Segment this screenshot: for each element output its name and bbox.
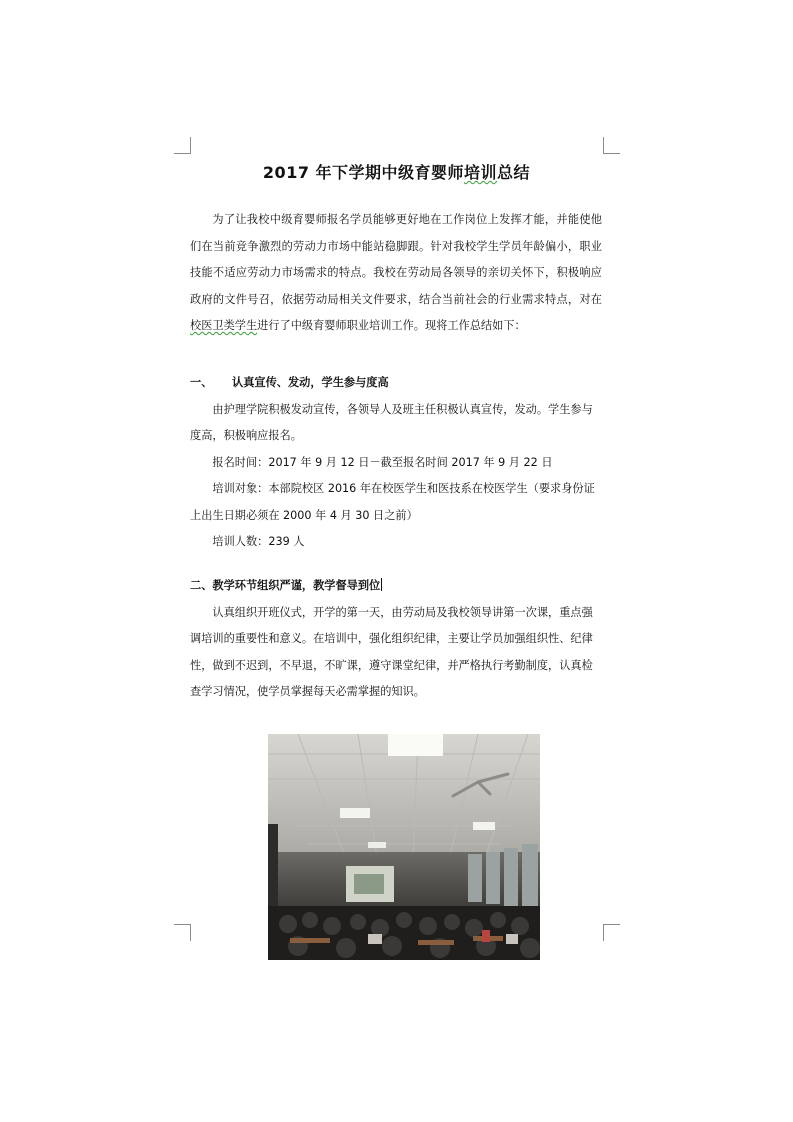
intro-text-b: 进行了中级育婴师职业培训工作。现将工作总结如下： xyxy=(257,319,526,332)
intro-paragraph[interactable] xyxy=(190,207,602,340)
section-two-heading[interactable] xyxy=(190,573,602,600)
section-one-heading[interactable] xyxy=(190,370,602,397)
red-bag xyxy=(482,930,490,942)
section-one-heading-text: 认真宣传、发动，学生参与度高 xyxy=(232,376,389,389)
document-title[interactable] xyxy=(190,160,603,183)
intro-text-a: 为了让我校中级育婴师报名学员能够更好地在工作岗位上发挥才能，并能使他们在当前竞争激烈的劳动力市场中能站稳脚跟。针对我校学生学员年龄偏小，职业技能不适应劳动力市场需求的特点。我校在劳动局各领导的亲切关怀下，积极响应政府的文件号召，依据劳动局相关文件要求，结合当前社会的行业需求特点，对在 xyxy=(190,213,602,306)
title-text-end: 总结 xyxy=(497,163,531,182)
section-one-body[interactable]: 由护理学院积极发动宣传，各领导人及班主任积极认真宣传，发动。学生参与度高，积极响应报名。 xyxy=(190,402,593,442)
ceiling-light xyxy=(388,734,443,756)
crop-mark-bottom-left xyxy=(174,924,191,941)
intro-flagged-text: 校医卫类学生 xyxy=(190,319,258,332)
section-one xyxy=(190,370,602,556)
crop-mark-top-right xyxy=(603,137,620,154)
training-target[interactable]: 培训对象：本部院校区 2016 年在校医学生和医技系在校医学生（要求身份证上出生日期必须在 2000 年 4 月 30 日之前） xyxy=(190,482,595,522)
intro-section xyxy=(190,207,602,340)
ceiling-light xyxy=(473,822,495,830)
ceiling-light xyxy=(368,842,386,848)
title-flagged-text: 培训 xyxy=(464,163,498,182)
text-cursor xyxy=(381,578,382,591)
classroom-photo-drawing xyxy=(268,734,540,960)
title-text-start: 2017 年下学期中级育婴师 xyxy=(262,163,465,182)
section-two-body[interactable]: 认真组织开班仪式，开学的第一天，由劳动局及我校领导讲第一次课，重点强调培训的重要性和意义。在培训中，强化组织纪律，主要让学员加强组织性、纪律性，做到不迟到，不早退，不旷课，遵守课堂纪律，并严格执行考勤制度，认真检查学习情况，使学员掌握每天必需掌握的知识。 xyxy=(190,605,593,698)
section-two xyxy=(190,573,602,706)
training-count[interactable]: 培训人数：239 人 xyxy=(212,535,305,548)
projected-image xyxy=(354,874,384,894)
classroom-photo[interactable] xyxy=(268,734,540,960)
crop-mark-top-left xyxy=(174,137,191,154)
section-one-number: 一、 xyxy=(190,376,213,389)
signup-time[interactable]: 报名时间：2017 年 9 月 12 日－截至报名时间 2017 年 9 月 22 日 xyxy=(212,455,553,469)
section-two-heading-text: 二、教学环节组织严谨，教学督导到位 xyxy=(190,579,381,592)
crop-mark-bottom-right xyxy=(603,924,620,941)
ceiling-light xyxy=(340,808,370,818)
